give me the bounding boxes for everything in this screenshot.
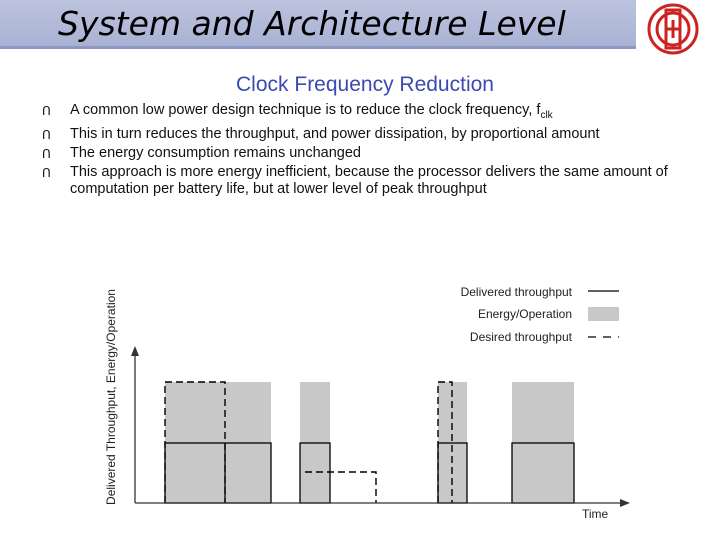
university-logo-icon [646, 2, 700, 56]
legend-label: Desired throughput [469, 330, 572, 344]
bullet-text: This in turn reduces the throughput, and power dissipation, by proportional amount [70, 125, 600, 142]
bullet-text: A common low power design technique is to reduce the clock frequency, f [70, 102, 541, 118]
title-bar [0, 0, 720, 50]
bullet-icon: ᑎ [42, 165, 51, 180]
bullet-item [40, 126, 715, 143]
x-axis-arrow-icon [620, 499, 630, 507]
bullet-list [40, 102, 715, 200]
bullet-icon: ᑎ [42, 127, 51, 142]
bullet-item [40, 145, 715, 162]
x-axis-label: Time [582, 507, 609, 521]
legend-gray-swatch-icon [588, 307, 619, 321]
slide-subtitle: Clock Frequency Reduction [236, 73, 494, 96]
bullet-subscript: clk [540, 109, 553, 121]
bullet-icon: ᑎ [42, 104, 51, 118]
bullet-item [40, 102, 715, 124]
legend-label: Energy/Operation [477, 307, 572, 321]
bullet-text: This approach is more energy inefficient, because the processor delivers the same amount of computation per battery life, but at lower level of peak throughput [70, 163, 668, 197]
y-axis-arrow-icon [131, 346, 139, 356]
bullet-text: The energy consumption remains unchanged [70, 144, 361, 161]
legend-label: Delivered throughput [460, 285, 572, 299]
bullet-icon: ᑎ [42, 146, 51, 161]
bullet-item [40, 164, 715, 198]
slide-title: System and Architecture Level [58, 4, 566, 43]
throughput-energy-figure [100, 270, 640, 525]
y-axis-label: Delivered Throughput, Energy/Operation [104, 289, 118, 505]
